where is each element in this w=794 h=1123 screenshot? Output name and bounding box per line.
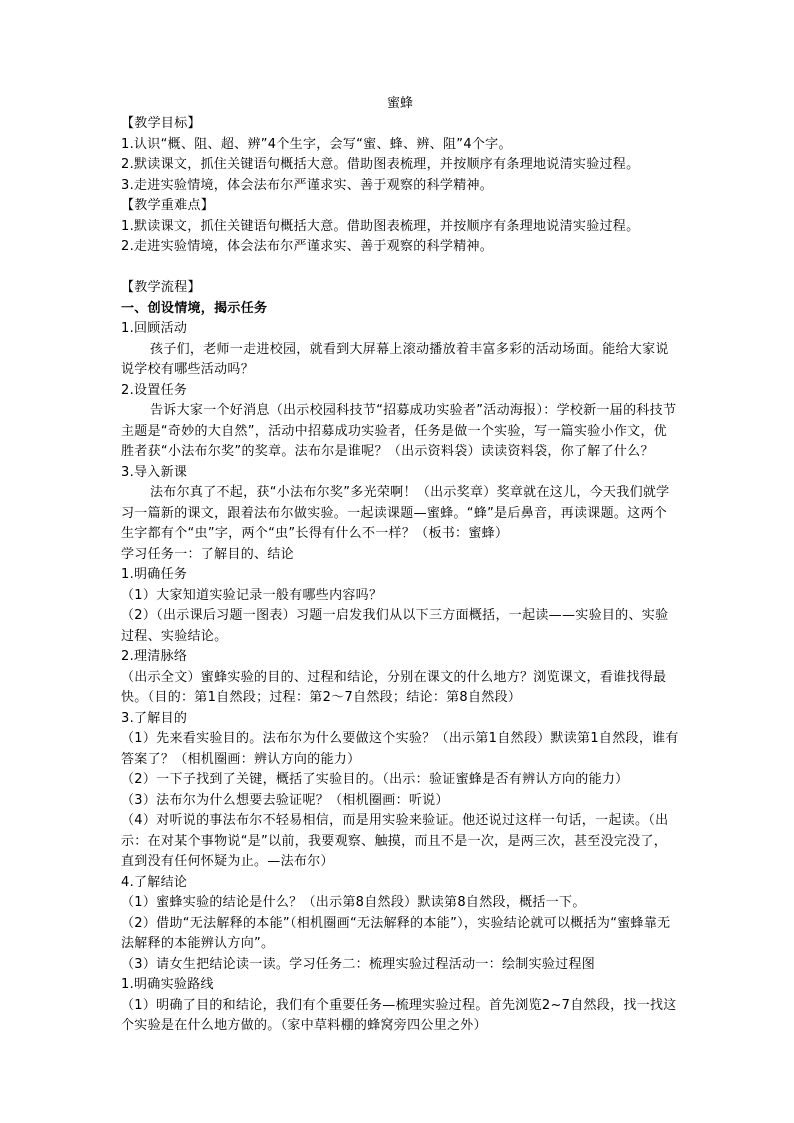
document-title: 蜜蜂 <box>386 96 413 111</box>
paragraph: 一、创设情境，揭示任务 <box>121 300 268 316</box>
paragraph: （3）法布尔为什么想要去验证呢？（相机圈画：听说） <box>121 792 449 808</box>
paragraph: 1.明确任务 <box>121 567 188 582</box>
paragraph: 4.了解结论 <box>121 874 188 890</box>
paragraph: 1.认识“概、阻、超、辨”4个生字，会写“蜜、蜂、辨、阻”4个字。 <box>121 136 512 152</box>
paragraph: （2）（出示课后习题一图表）习题一启发我们从以下三方面概括，一起读——实验目的、实验过程、实验结论。 <box>121 608 669 644</box>
paragraph: （2）借助“无法解释的本能”（相机圈画“无法解释的本能”），实验结论就可以概括为“蜜蜂靠无法解释的本能辨认方向”。 <box>121 915 671 951</box>
paragraph: 【教学目标】 <box>121 116 201 131</box>
paragraph: （4）对听说的事法布尔不轻易相信，而是用实验来验证。他还说过这样一句话，一起读。（出示：在对某个事物说“是”以前，我要观察、触摸，而且不是一次，是两三次，甚至没完没了，直到没有任何怀疑为止。—法布尔） <box>121 813 669 869</box>
paragraph: 2.理清脉络 <box>121 649 188 664</box>
blank-line <box>121 258 679 279</box>
paragraph: 3.走进实验情境，体会法布尔严谨求实、善于观察的科学精神。 <box>121 177 494 193</box>
paragraph: （1）蜜蜂实验的结论是什么？（出示第8自然段）默读第8自然段，概括一下。 <box>121 895 586 910</box>
paragraph: 2.走进实验情境，体会法布尔严谨求实、善于观察的科学精神。 <box>121 239 494 254</box>
paragraph: 法布尔真了不起，获“小法布尔奖”多光荣啊！（出示奖章）奖章就在这儿，今天我们就学习一篇新的课文，跟着法布尔做实验。一起读课题—蜜蜂。“蜂”是后鼻音，再读课题。这两个生字都有个“虫”字，两个“虫”长得有什么不一样？（板书：蜜蜂） <box>121 485 670 541</box>
paragraph: 1.回顾活动 <box>121 321 188 336</box>
paragraph: 【教学流程】 <box>121 280 201 295</box>
document-body <box>121 114 679 1037</box>
document-page <box>121 94 679 1037</box>
paragraph: （出示全文）蜜蜂实验的目的、过程和结论，分别在课文的什么地方？浏览课文，看谁找得最快。（目的：第1自然段；过程：第2～7自然段；结论：第8自然段） <box>121 669 667 705</box>
paragraph: 学习任务一：了解目的、结论 <box>121 546 294 562</box>
paragraph: （1）明确了目的和结论，我们有个重要任务—梳理实验过程。首先浏览2~7自然段，找一找这个实验是在什么地方做的。（家中草料棚的蜂窝旁四公里之外） <box>121 997 677 1033</box>
paragraph: （2）一下子找到了关键，概括了实验目的。（出示：验证蜜蜂是否有辨认方向的能力） <box>121 772 629 787</box>
paragraph: （1）先来看实验目的。法布尔为什么要做这个实验？（出示第1自然段）默读第1自然段，谁有答案了？（相机圈画：辨认方向的能力） <box>121 731 679 767</box>
paragraph: 孩子们，老师一走进校园，就看到大屏幕上滚动播放着丰富多彩的活动场面。能给大家说说学校有哪些活动吗？ <box>121 341 669 377</box>
paragraph: 2.设置任务 <box>121 382 188 398</box>
paragraph: 3.了解目的 <box>121 710 188 726</box>
paragraph: 3.导入新课 <box>121 464 188 480</box>
paragraph: （1）大家知道实验记录一般有哪些内容吗？ <box>121 587 383 603</box>
paragraph: 告诉大家一个好消息（出示校园科技节“招募成功实验者”活动海报）：学校新一届的科技节主题是“奇妙的大自然”，活动中招募成功实验者，任务是做一个实验，写一篇实验小作文，优胜者获“小法布尔奖”的奖章。法布尔是谁呢？（出示资料袋）读读资料袋，你了解了什么？ <box>121 403 677 459</box>
paragraph: 2.默读课文，抓住关键语句概括大意。借助图表梳理，并按顺序有条理地说清实验过程。 <box>121 157 640 172</box>
paragraph: （3）请女生把结论读一读。学习任务二：梳理实验过程活动一：绘制实验过程图 <box>121 956 596 972</box>
paragraph: 1.默读课文，抓住关键语句概括大意。借助图表梳理，并按顺序有条理地说清实验过程。 <box>121 218 640 234</box>
paragraph: 【教学重难点】 <box>121 198 215 213</box>
paragraph: 1.明确实验路线 <box>121 977 214 992</box>
